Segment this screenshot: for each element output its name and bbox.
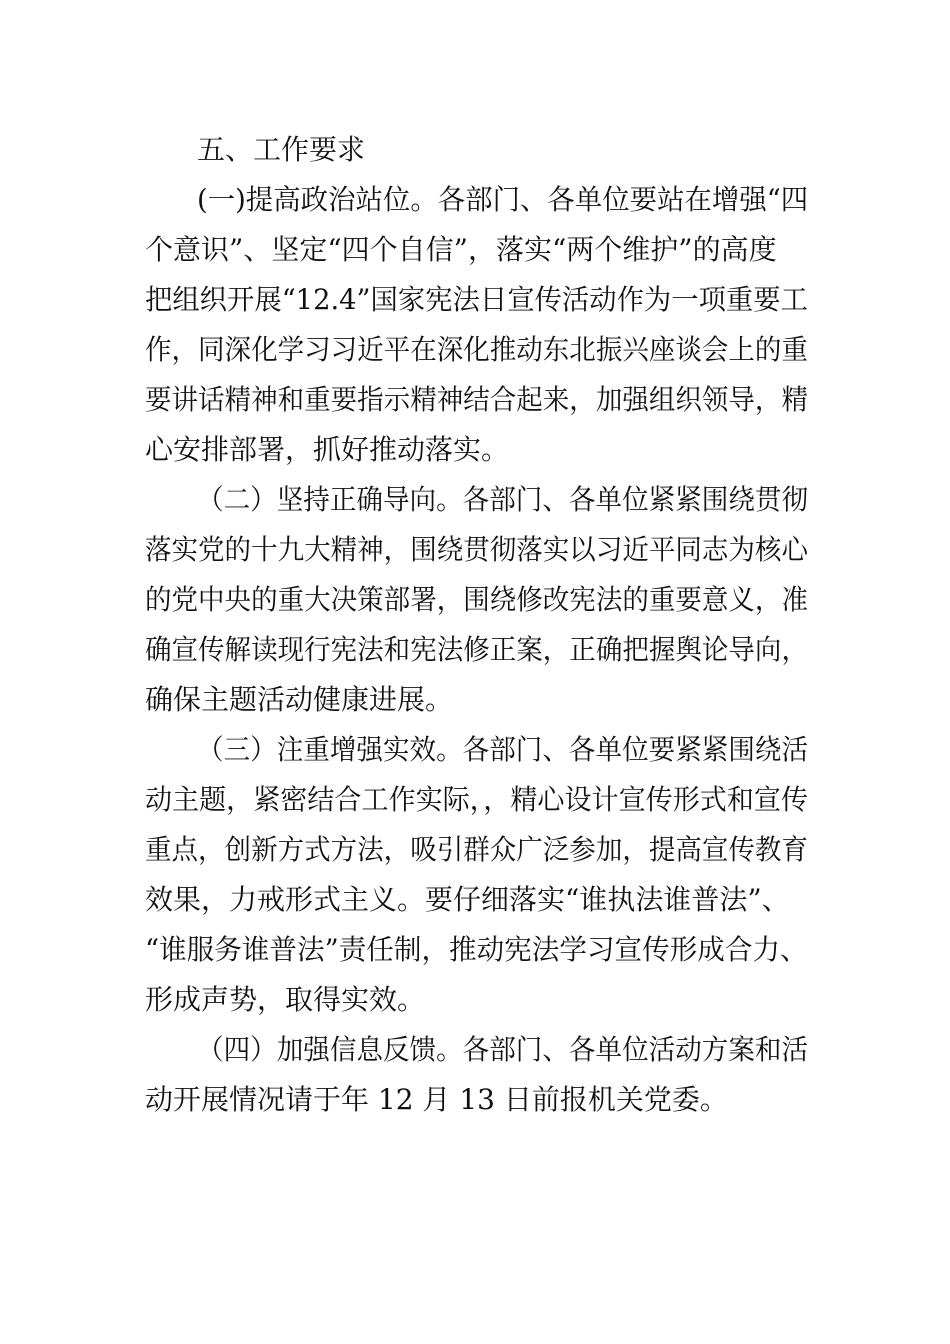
paragraph-3-line-1 — [0, 725, 950, 775]
paragraph-1-line-4 — [0, 325, 950, 375]
paragraph-3-line-5 — [0, 925, 950, 975]
paragraph-1-line-5 — [0, 375, 950, 425]
paragraph-text: 确保主题活动健康进展。 — [145, 683, 454, 716]
paragraph-1-line-2 — [0, 225, 950, 275]
paragraph-1-line-3 — [0, 275, 950, 325]
paragraph-text: 的党中央的重大决策部署，围绕修改宪法的重要意义，准 — [145, 583, 808, 616]
paragraph-4-line-1 — [0, 1025, 950, 1075]
paragraph-text: 要讲话精神和重要指示精神结合起来，加强组织领导，精 — [145, 383, 808, 416]
paragraph-2-line-3 — [0, 575, 950, 625]
paragraph-text: （三）注重增强实效。各部门、各单位要紧紧围绕活 — [197, 733, 809, 766]
section-heading-text: 五、工作要求 — [197, 133, 366, 166]
paragraph-text: 动主题，紧密结合工作实际，，精心设计宣传形式和宣传 — [145, 783, 809, 816]
paragraph-4-line-2 — [0, 1075, 950, 1125]
paragraph-text: （四）加强信息反馈。各部门、各单位活动方案和活 — [197, 1033, 809, 1066]
paragraph-text: 心安排部署，抓好推动落实。 — [145, 433, 510, 466]
paragraph-text: 确宣传解读现行宪法和宪法修正案，正确把握舆论导向， — [145, 633, 808, 666]
paragraph-3-line-6 — [0, 975, 950, 1025]
paragraph-text: “谁服务谁普法”责任制，推动宪法学习宣传形成合力、 — [145, 933, 808, 966]
section-heading — [0, 125, 950, 175]
paragraph-3-line-2 — [0, 775, 950, 825]
paragraph-text: 重点，创新方式方法，吸引群众广泛参加，提高宣传教育 — [145, 833, 808, 866]
paragraph-3-line-4 — [0, 875, 950, 925]
paragraph-text: 效果，力戒形式主义。要仔细落实“谁执法谁普法”、 — [145, 883, 790, 916]
paragraph-text: 个意识”、坚定“四个自信”，落实“两个维护”的高度 — [145, 233, 777, 266]
paragraph-3-line-3 — [0, 825, 950, 875]
paragraph-1-line-6 — [0, 425, 950, 475]
paragraph-text: 把组织开展“12.4”国家宪法日宣传活动作为一项重要工 — [145, 283, 808, 316]
paragraph-text: (一)提高政治站位。各部门、各单位要站在增强“四 — [197, 183, 809, 216]
paragraph-1-line-1 — [0, 175, 950, 225]
paragraph-2-line-1 — [0, 475, 950, 525]
paragraph-text: 动开展情况请于年 12 月 13 日前报机关党委。 — [145, 1083, 728, 1116]
paragraph-text: 落实党的十九大精神，围绕贯彻落实以习近平同志为核心 — [145, 533, 808, 566]
paragraph-2-line-2 — [0, 525, 950, 575]
paragraph-text: （二）坚持正确导向。各部门、各单位紧紧围绕贯彻 — [197, 483, 809, 516]
paragraph-2-line-5 — [0, 675, 950, 725]
paragraph-text: 作，同深化学习习近平在深化推动东北振兴座谈会上的重 — [145, 333, 808, 366]
paragraph-text: 形成声势，取得实效。 — [145, 983, 426, 1016]
paragraph-2-line-4 — [0, 625, 950, 675]
